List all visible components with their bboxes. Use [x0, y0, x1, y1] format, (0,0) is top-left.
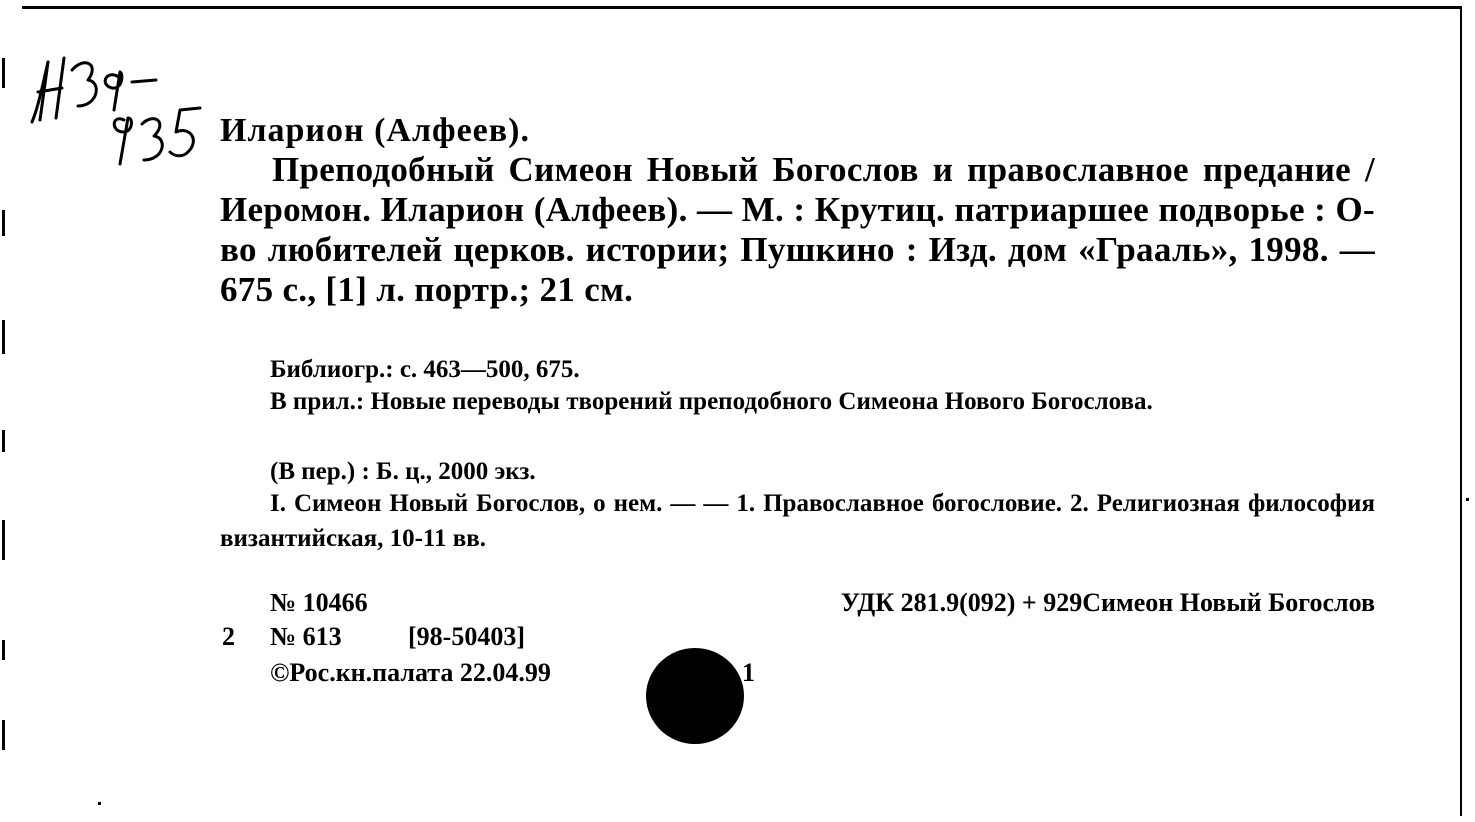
- appendix-note: В прил.: Новые переводы творений преподобного Симеона Нового Богослова.: [270, 388, 1153, 415]
- card-left-edge-marks: [2, 0, 6, 822]
- title-statement: Преподобный Симеон Новый Богослов и православное предание / Иеромон. Иларион (Алфеев). — М. : Крутиц. патриаршее подворье : О-во любителей церков. истории; Пушкино : Изд. дом «Грааль», 1998. — 675 с., [1] л. портр.; 21 см.: [220, 150, 1375, 309]
- author-heading: Иларион (Алфеев).: [220, 112, 530, 149]
- chamber-copyright-date: ©Рос.кн.палата 22.04.99: [270, 658, 551, 687]
- handwritten-call-number-drawing: [28, 48, 218, 178]
- card-number: № 10466: [270, 588, 368, 617]
- udk-classification: УДК 281.9(092) + 929Симеон Новый Богослов: [840, 588, 1375, 617]
- stamp-tail-digit: 1: [742, 658, 755, 687]
- handwritten-call-number: [28, 48, 218, 178]
- bibliography-note: Библиогр.: с. 463—500, 675.: [270, 356, 580, 383]
- registration-number: [98-50403]: [408, 622, 525, 651]
- subject-headings: I. Симеон Новый Богослов, о нем. — — 1. Православное богословие. 2. Религиозная философия византийская, 10-11 вв.: [220, 490, 1375, 552]
- punched-hole: [646, 648, 744, 744]
- copies-count: 2: [222, 622, 235, 651]
- print-speck: [98, 802, 101, 805]
- binding-note: (В пер.) : Б. ц., 2000 экз.: [270, 458, 536, 485]
- secondary-number: № 613: [270, 622, 342, 651]
- print-speck: [1466, 498, 1469, 501]
